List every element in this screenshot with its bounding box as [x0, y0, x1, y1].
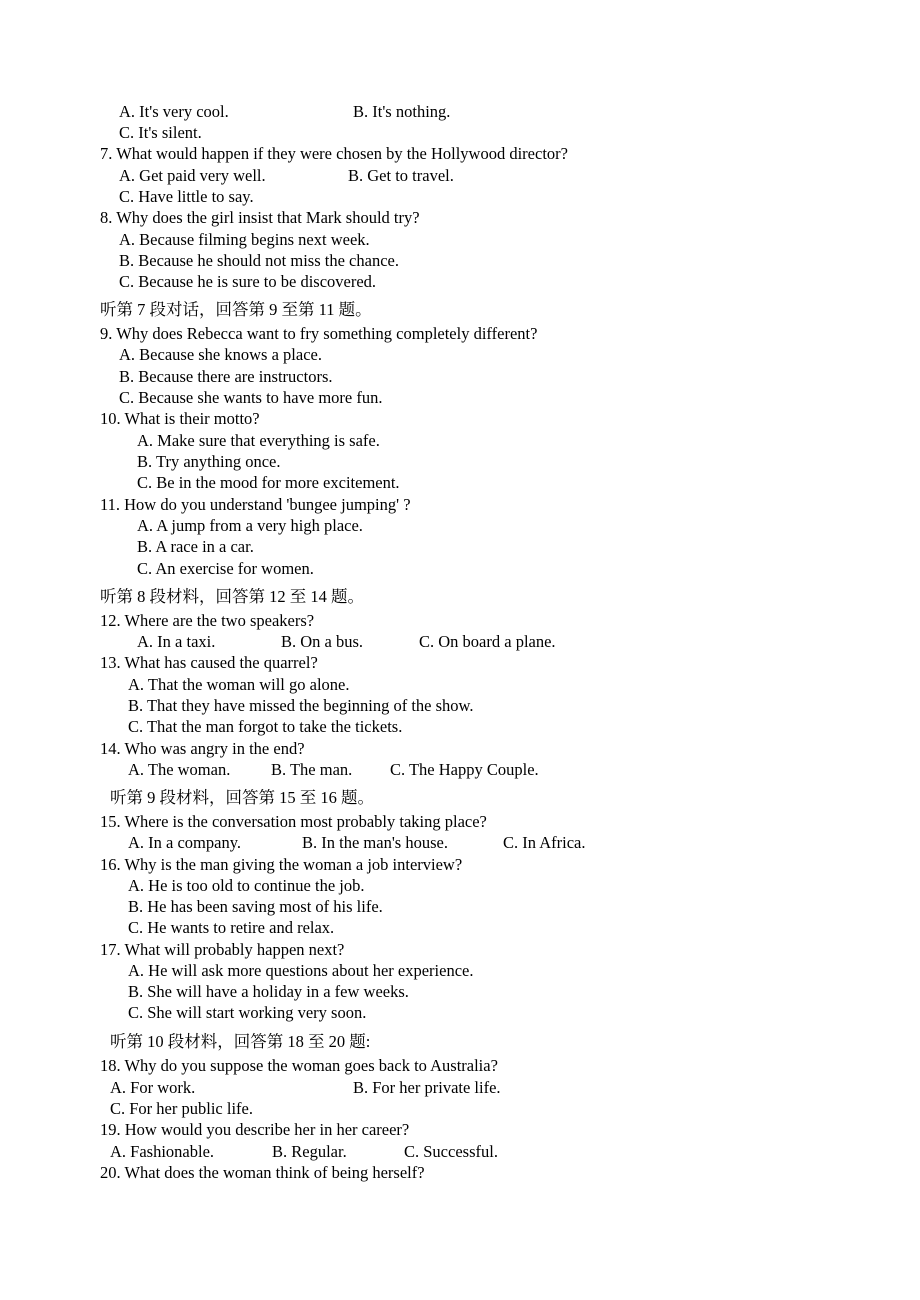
question-line: 9. Why does Rebecca want to fry something completely different?	[100, 324, 538, 343]
option-line: A. Make sure that everything is safe.	[137, 431, 380, 450]
option-line: B. Because he should not miss the chance.	[119, 251, 399, 270]
option-line: B. Try anything once.	[137, 452, 281, 471]
option-line: C. Successful.	[404, 1142, 498, 1161]
question-line: 16. Why is the man giving the woman a job interview?	[100, 855, 463, 874]
option-line: A. That the woman will go alone.	[128, 675, 350, 694]
option-line: B. The man.	[271, 760, 353, 779]
option-line: B. She will have a holiday in a few weeks.	[128, 982, 409, 1001]
option-line: B. He has been saving most of his life.	[128, 897, 383, 916]
option-line: B. That they have missed the beginning of the show.	[128, 696, 474, 715]
section-heading: 听第 9 段材料，回答第 15 至 16 题。	[110, 788, 374, 807]
option-line: B. In the man's house.	[302, 833, 448, 852]
option-line: C. That the man forgot to take the tickets.	[128, 717, 403, 736]
option-line: A. Get paid very well.	[119, 166, 266, 185]
option-line: B. For her private life.	[353, 1078, 501, 1097]
option-line: C. He wants to retire and relax.	[128, 918, 335, 937]
option-line: B. Regular.	[272, 1142, 347, 1161]
option-line: C. Because she wants to have more fun.	[119, 388, 383, 407]
option-line: A. Fashionable.	[110, 1142, 215, 1161]
option-line: C. For her public life.	[110, 1099, 253, 1118]
option-line: C. She will start working very soon.	[128, 1003, 367, 1022]
option-line: A. In a company.	[128, 833, 242, 852]
section-heading: 听第 10 段材料，回答第 18 至 20 题:	[110, 1032, 371, 1051]
option-line: C. The Happy Couple.	[390, 760, 539, 779]
question-line: 15. Where is the conversation most probably taking place?	[100, 812, 487, 831]
option-line: A. A jump from a very high place.	[137, 516, 363, 535]
option-line: C. On board a plane.	[419, 632, 556, 651]
option-line: A. For work.	[110, 1078, 196, 1097]
option-line: A. The woman.	[128, 760, 231, 779]
question-line: 17. What will probably happen next?	[100, 940, 345, 959]
option-line: C. It's silent.	[119, 123, 202, 142]
option-line: C. An exercise for women.	[137, 559, 314, 578]
option-line: C. Because he is sure to be discovered.	[119, 272, 377, 291]
question-line: 10. What is their motto?	[100, 409, 260, 428]
question-line: 8. Why does the girl insist that Mark should try?	[100, 208, 420, 227]
section-heading: 听第 8 段材料，回答第 12 至 14 题。	[100, 587, 364, 606]
option-line: B. On a bus.	[281, 632, 364, 651]
question-line: 12. Where are the two speakers?	[100, 611, 315, 630]
question-line: 20. What does the woman think of being herself?	[100, 1163, 425, 1182]
question-line: 7. What would happen if they were chosen by the Hollywood director?	[100, 144, 568, 163]
option-line: B. It's nothing.	[353, 102, 451, 121]
option-line: A. It's very cool.	[119, 102, 229, 121]
option-line: B. Because there are instructors.	[119, 367, 333, 386]
option-line: A. He is too old to continue the job.	[128, 876, 365, 895]
option-line: C. Have little to say.	[119, 187, 254, 206]
question-line: 19. How would you describe her in her career?	[100, 1120, 410, 1139]
option-line: C. Be in the mood for more excitement.	[137, 473, 400, 492]
question-line: 13. What has caused the quarrel?	[100, 653, 318, 672]
question-line: 14. Who was angry in the end?	[100, 739, 305, 758]
question-line: 18. Why do you suppose the woman goes back to Australia?	[100, 1056, 498, 1075]
option-line: B. Get to travel.	[348, 166, 454, 185]
option-line: C. In Africa.	[503, 833, 586, 852]
option-line: A. He will ask more questions about her experience.	[128, 961, 474, 980]
option-line: A. In a taxi.	[137, 632, 216, 651]
question-line: 11. How do you understand 'bungee jumping' ?	[100, 495, 411, 514]
section-heading: 听第 7 段对话，回答第 9 至第 11 题。	[100, 300, 372, 319]
option-line: B. A race in a car.	[137, 537, 254, 556]
option-line: A. Because filming begins next week.	[119, 230, 370, 249]
option-line: A. Because she knows a place.	[119, 345, 322, 364]
